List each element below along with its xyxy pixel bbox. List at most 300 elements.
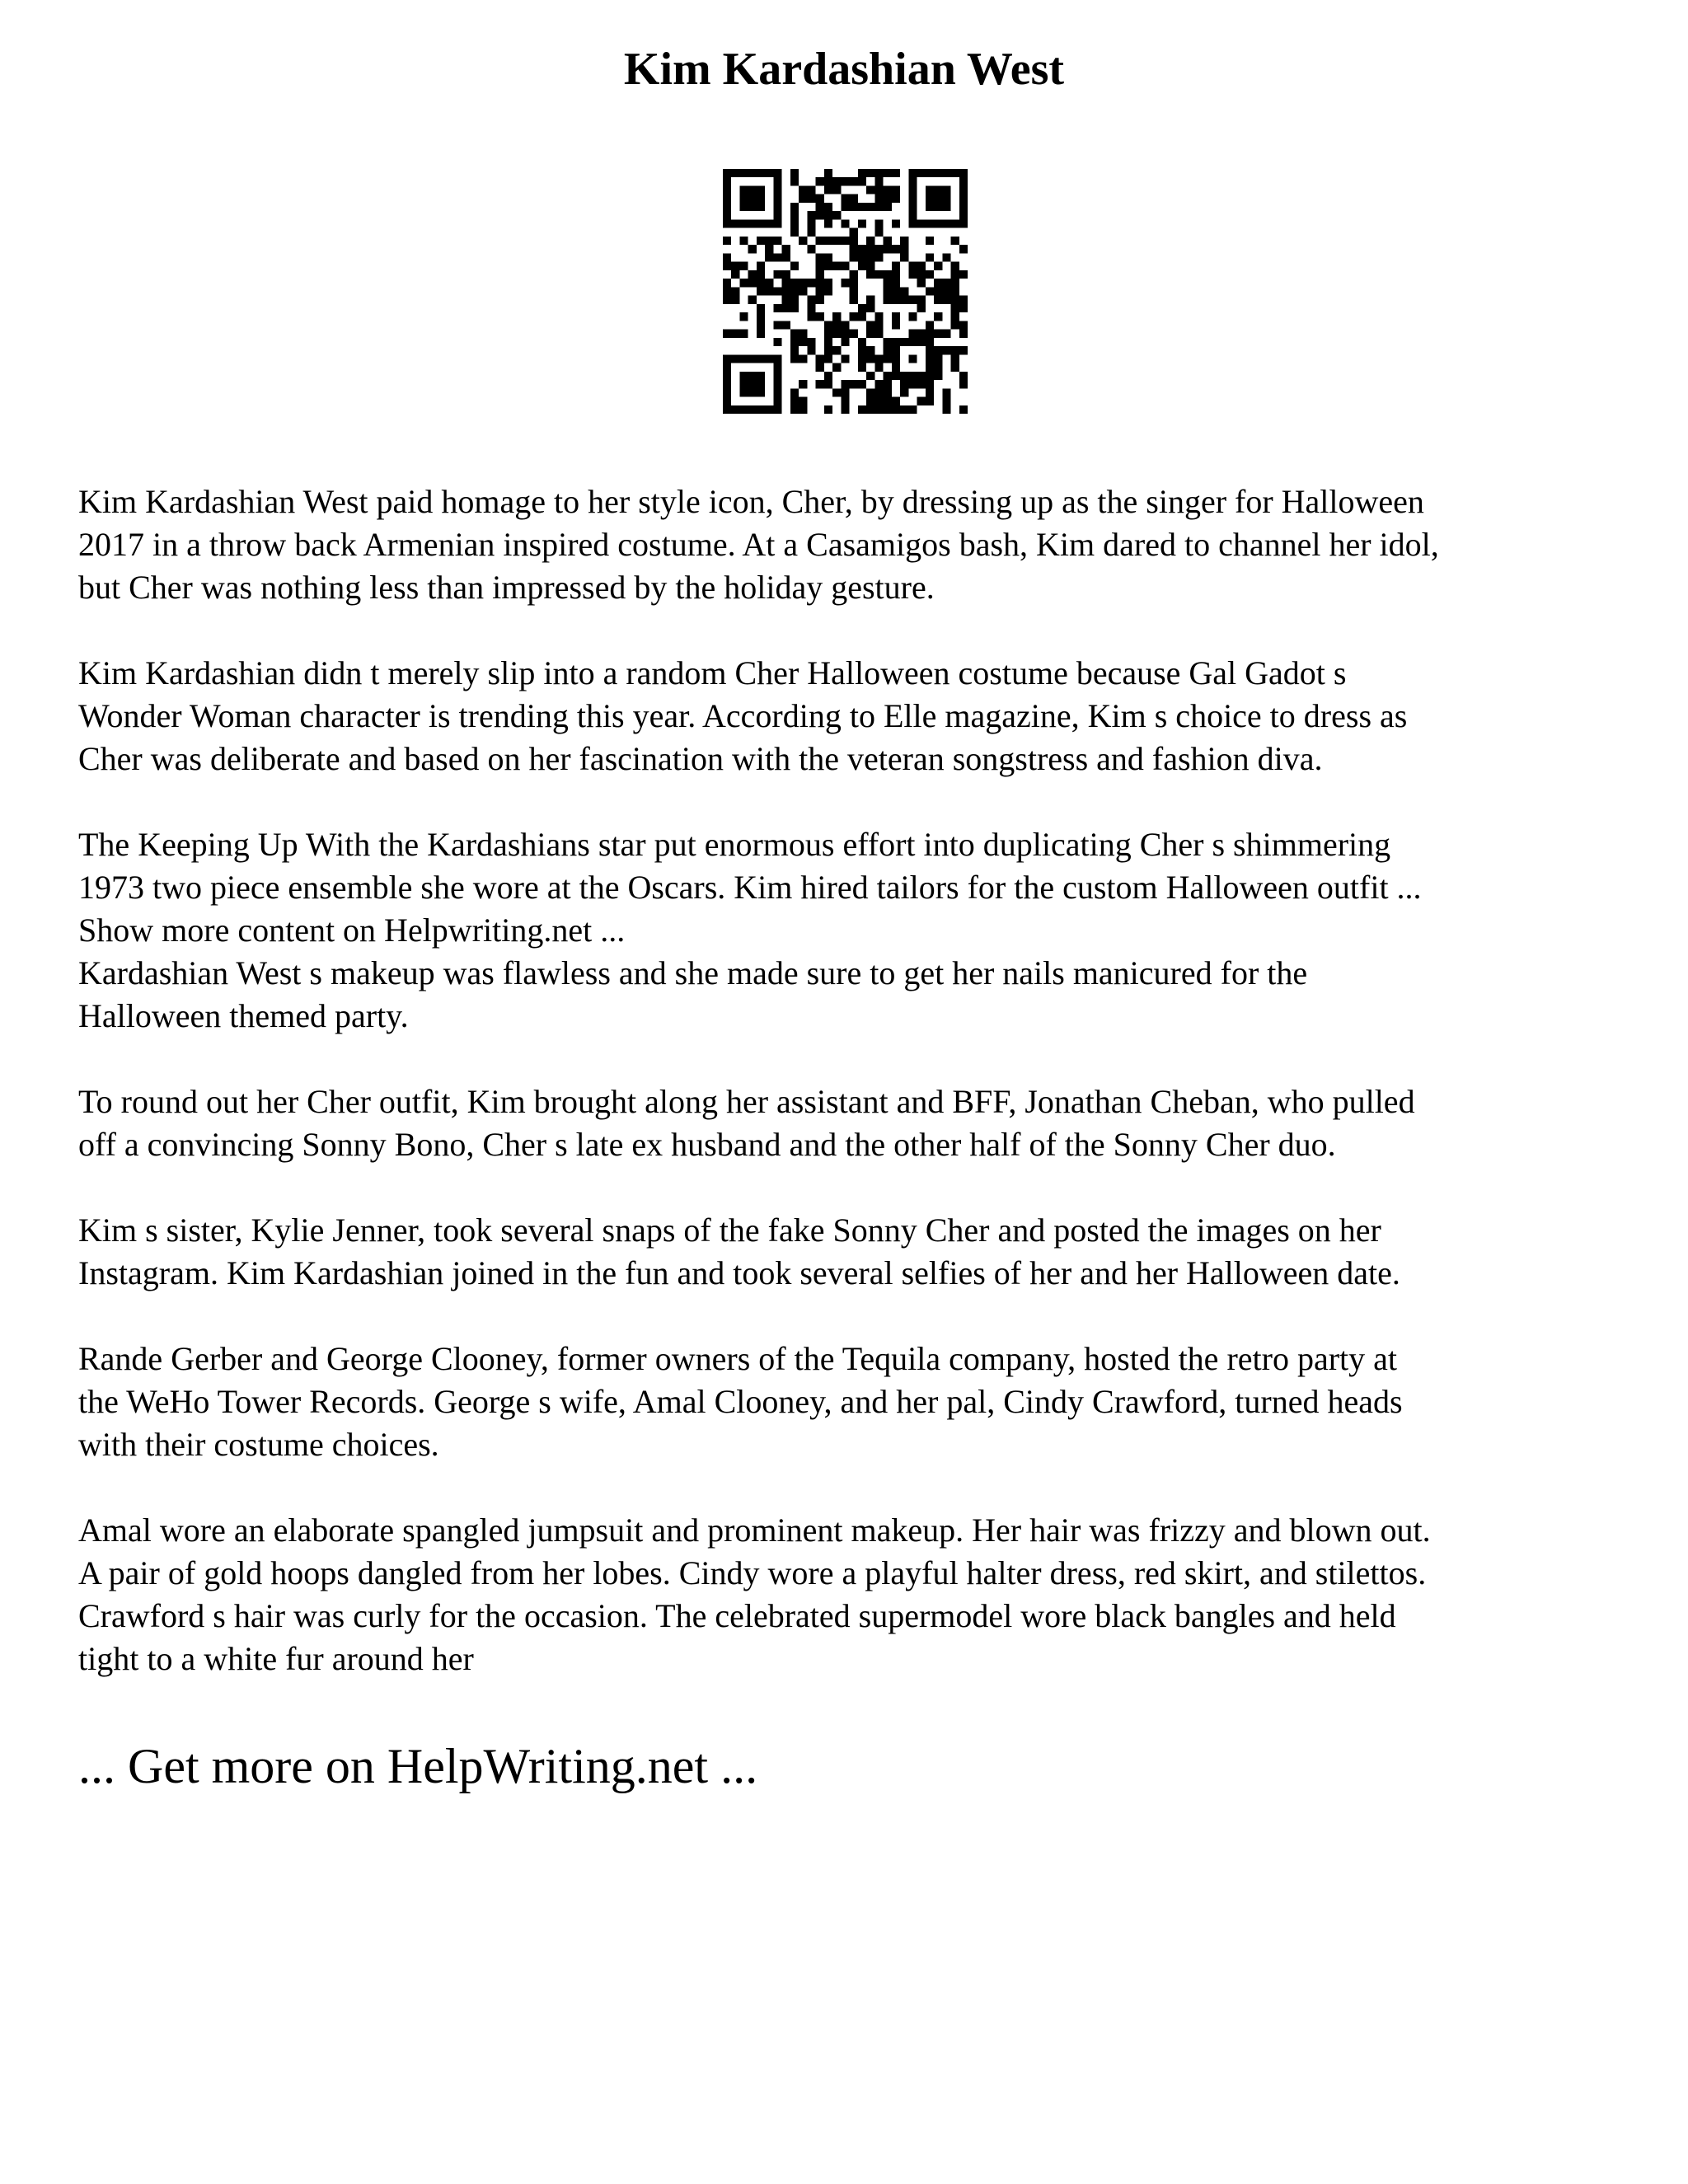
qr-module	[824, 169, 832, 177]
qr-module	[926, 321, 934, 329]
qr-module	[799, 185, 807, 194]
qr-module	[874, 312, 883, 321]
qr-module	[850, 194, 858, 203]
get-more-link[interactable]: ... Get more on HelpWriting.net ...	[78, 1739, 758, 1793]
qr-module	[816, 380, 824, 388]
qr-module	[959, 346, 968, 354]
qr-module	[757, 287, 765, 295]
qr-module	[866, 372, 874, 380]
qr-module	[866, 270, 874, 279]
qr-module	[757, 380, 765, 388]
paragraph-line: Halloween themed party.	[78, 997, 409, 1034]
qr-module	[959, 203, 968, 211]
qr-module	[884, 237, 892, 245]
qr-module	[773, 253, 781, 261]
paragraph-line: Cher was deliberate and based on her fascination with the veteran songstress and fashion diva.	[78, 740, 1323, 777]
qr-module	[951, 287, 959, 295]
qr-module	[917, 262, 926, 270]
qr-module	[874, 363, 883, 372]
qr-module	[942, 185, 950, 194]
qr-module	[816, 270, 824, 279]
qr-module	[790, 354, 799, 363]
qr-module	[926, 194, 934, 203]
qr-module	[773, 397, 781, 405]
qr-module	[824, 372, 832, 380]
qr-module	[739, 194, 748, 203]
qr-module	[926, 219, 934, 227]
qr-module	[790, 262, 799, 270]
qr-module	[790, 346, 799, 354]
qr-module	[799, 354, 807, 363]
qr-module	[832, 237, 841, 245]
qr-module	[934, 354, 942, 363]
qr-module	[850, 253, 858, 261]
qr-module	[908, 380, 917, 388]
qr-module	[807, 296, 815, 304]
qr-module	[850, 177, 858, 185]
paragraph-4	[78, 952, 1644, 1038]
qr-module	[892, 363, 900, 372]
qr-module	[832, 262, 841, 270]
qr-module	[900, 237, 908, 245]
qr-module	[739, 237, 748, 245]
qr-module	[892, 262, 900, 270]
qr-module	[884, 388, 892, 396]
page-title: Kim Kardashian West	[623, 44, 1065, 95]
qr-module	[951, 270, 959, 279]
qr-module	[832, 330, 841, 338]
qr-module	[892, 397, 900, 405]
qr-module	[824, 185, 832, 194]
qr-module	[926, 372, 934, 380]
qr-module	[892, 296, 900, 304]
qr-module	[917, 304, 926, 312]
qr-module	[841, 262, 849, 270]
paragraph-8	[78, 1509, 1644, 1680]
qr-module	[723, 296, 731, 304]
qr-module	[892, 372, 900, 380]
qr-module	[959, 380, 968, 388]
qr-module	[723, 194, 731, 203]
paragraph-line: off a convincing Sonny Bono, Cher s late ex husband and the other half of the Sonny Cher duo.	[78, 1126, 1336, 1163]
qr-module	[917, 338, 926, 346]
qr-module	[824, 211, 832, 219]
qr-module	[934, 363, 942, 372]
qr-module	[900, 405, 908, 414]
qr-module	[959, 270, 968, 279]
qr-module	[850, 380, 858, 388]
qr-module	[807, 185, 815, 194]
qr-module	[892, 219, 900, 227]
qr-module	[858, 346, 866, 354]
qr-module	[782, 253, 790, 261]
paragraph-line: Instagram. Kim Kardashian joined in the fun and took several selfies of her and her Halloween date.	[78, 1254, 1400, 1291]
qr-module	[934, 287, 942, 295]
qr-module	[723, 253, 731, 261]
qr-module	[816, 354, 824, 363]
qr-module	[723, 279, 731, 287]
qr-module	[773, 372, 781, 380]
qr-module	[951, 219, 959, 227]
qr-module	[748, 296, 757, 304]
qr-module	[900, 388, 908, 396]
qr-module	[824, 262, 832, 270]
qr-module	[934, 185, 942, 194]
qr-module	[959, 219, 968, 227]
qr-module	[816, 312, 824, 321]
qr-module	[832, 346, 841, 354]
qr-module	[858, 304, 866, 312]
qr-module	[782, 270, 790, 279]
paragraph-line: 2017 in a throw back Armenian inspired costume. At a Casamigos bash, Kim dared to channel her idol,	[78, 526, 1439, 563]
paragraph-line: 1973 two piece ensemble she wore at the Oscars. Kim hired tailors for the custom Halloween outfit ...	[78, 869, 1422, 906]
qr-module	[959, 304, 968, 312]
paragraph-line: the WeHo Tower Records. George s wife, Amal Clooney, and her pal, Cindy Crawford, turned heads	[78, 1383, 1403, 1420]
paragraph-line: A pair of gold hoops dangled from her lobes. Cindy wore a playful halter dress, red skirt, and stilettos.	[78, 1554, 1427, 1591]
qr-module	[858, 169, 866, 177]
qr-module	[874, 380, 883, 388]
qr-module	[926, 253, 934, 261]
qr-module	[934, 219, 942, 227]
qr-module	[934, 203, 942, 211]
qr-module	[926, 346, 934, 354]
qr-module	[892, 185, 900, 194]
qr-module	[951, 312, 959, 321]
qr-module	[942, 287, 950, 295]
qr-module	[942, 219, 950, 227]
qr-module	[942, 388, 950, 396]
qr-module	[782, 304, 790, 312]
qr-module	[917, 372, 926, 380]
qr-module	[884, 354, 892, 363]
paragraph-3	[78, 823, 1644, 952]
qr-module	[773, 321, 781, 329]
qr-module	[892, 312, 900, 321]
qr-module	[959, 177, 968, 185]
qr-module	[866, 346, 874, 354]
qr-module	[816, 253, 824, 261]
qr-module	[917, 169, 926, 177]
qr-module	[926, 185, 934, 194]
qr-module	[739, 203, 748, 211]
qr-module	[917, 296, 926, 304]
article-body	[78, 480, 1644, 1680]
qr-module	[858, 380, 866, 388]
qr-module	[874, 388, 883, 396]
qr-module	[908, 203, 917, 211]
qr-module	[858, 405, 866, 414]
qr-module	[917, 380, 926, 388]
qr-module	[739, 262, 748, 270]
qr-module	[959, 372, 968, 380]
qr-module	[841, 405, 849, 414]
qr-module	[942, 330, 950, 338]
qr-module	[874, 405, 883, 414]
qr-module	[908, 270, 917, 279]
qr-module	[951, 363, 959, 372]
qr-module	[942, 194, 950, 203]
qr-module	[790, 228, 799, 237]
qr-module	[926, 330, 934, 338]
qr-module	[807, 194, 815, 203]
qr-module	[723, 405, 731, 414]
qr-module	[942, 296, 950, 304]
qr-module	[841, 203, 849, 211]
qr-module	[807, 346, 815, 354]
qr-module	[757, 279, 765, 287]
qr-module	[765, 169, 773, 177]
qr-module	[934, 296, 942, 304]
qr-module	[723, 211, 731, 219]
paragraph-line: To round out her Cher outfit, Kim brought along her assistant and BFF, Jonathan Cheban, who pulled	[78, 1083, 1415, 1120]
qr-module	[773, 169, 781, 177]
qr-module	[723, 372, 731, 380]
qr-module	[748, 380, 757, 388]
qr-module	[959, 194, 968, 203]
qr-module	[765, 237, 773, 245]
qr-module	[908, 372, 917, 380]
qr-module	[858, 219, 866, 227]
qr-module	[900, 253, 908, 261]
qr-module	[866, 405, 874, 414]
qr-module	[908, 262, 917, 270]
qr-module	[824, 354, 832, 363]
qr-module	[900, 372, 908, 380]
qr-module	[841, 338, 849, 346]
qr-module	[799, 287, 807, 295]
qr-module	[874, 253, 883, 261]
qr-module	[790, 287, 799, 295]
qr-module	[832, 177, 841, 185]
qr-module	[799, 405, 807, 414]
qr-module	[841, 177, 849, 185]
qr-module	[892, 287, 900, 295]
qr-module	[934, 312, 942, 321]
qr-module	[739, 169, 748, 177]
qr-module	[892, 338, 900, 346]
qr-module	[824, 330, 832, 338]
qr-module	[892, 279, 900, 287]
qr-module	[723, 219, 731, 227]
qr-module	[757, 312, 765, 321]
qr-module	[959, 296, 968, 304]
qr-module	[816, 237, 824, 245]
qr-module	[748, 270, 757, 279]
qr-module	[739, 219, 748, 227]
qr-module	[757, 330, 765, 338]
qr-module	[874, 397, 883, 405]
qr-module	[926, 338, 934, 346]
qr-module	[884, 169, 892, 177]
qr-module	[832, 363, 841, 372]
qr-module	[959, 185, 968, 194]
qr-module	[908, 185, 917, 194]
qr-module	[773, 194, 781, 203]
qr-module	[748, 219, 757, 227]
qr-module	[926, 397, 934, 405]
qr-module	[790, 388, 799, 396]
qr-module	[841, 219, 849, 227]
qr-module	[874, 245, 883, 253]
qr-module	[816, 194, 824, 203]
qr-module	[807, 304, 815, 312]
qr-module	[892, 245, 900, 253]
qr-module	[731, 169, 739, 177]
qr-module	[773, 270, 781, 279]
qr-module	[739, 185, 748, 194]
qr-module	[748, 405, 757, 414]
qr-module	[731, 219, 739, 227]
qr-module	[959, 169, 968, 177]
qr-module	[850, 296, 858, 304]
qr-module	[884, 338, 892, 346]
qr-module	[926, 354, 934, 363]
qr-module	[799, 330, 807, 338]
paragraph-line: Wonder Woman character is trending this year. According to Elle magazine, Kim s choice to dress as	[78, 697, 1408, 734]
qr-module	[884, 287, 892, 295]
qr-module	[934, 346, 942, 354]
qr-module	[799, 338, 807, 346]
qr-module	[917, 270, 926, 279]
qr-module	[942, 397, 950, 405]
qr-module	[841, 388, 849, 396]
qr-module	[942, 279, 950, 287]
qr-module	[934, 194, 942, 203]
qr-module	[731, 330, 739, 338]
qr-module	[807, 312, 815, 321]
paragraph-line: The Keeping Up With the Kardashians star put enormous effort into duplicating Cher s shimmering	[78, 826, 1391, 863]
qr-module	[908, 169, 917, 177]
qr-module	[757, 270, 765, 279]
paragraph-line: Kim Kardashian didn t merely slip into a random Cher Halloween costume because Gal Gadot s	[78, 654, 1347, 691]
qr-module	[799, 380, 807, 388]
qr-module	[951, 279, 959, 287]
qr-module	[858, 203, 866, 211]
qr-module	[841, 380, 849, 388]
qr-module	[790, 397, 799, 405]
qr-module	[884, 397, 892, 405]
paragraph-7	[78, 1338, 1644, 1466]
qr-module	[951, 296, 959, 304]
qr-module	[748, 279, 757, 287]
qr-module	[816, 211, 824, 219]
qr-module	[832, 388, 841, 396]
qr-module	[832, 321, 841, 329]
qr-module	[790, 279, 799, 287]
qr-module	[739, 279, 748, 287]
qr-module	[900, 338, 908, 346]
qr-module	[858, 363, 866, 372]
qr-module	[757, 203, 765, 211]
qr-module	[884, 405, 892, 414]
paragraph-6	[78, 1209, 1644, 1295]
qr-module	[942, 405, 950, 414]
qr-module	[824, 177, 832, 185]
qr-module	[892, 346, 900, 354]
paragraph-line: Kim s sister, Kylie Jenner, took several snaps of the fake Sonny Cher and posted the images on her	[78, 1212, 1381, 1249]
qr-module	[884, 194, 892, 203]
qr-module	[757, 262, 765, 270]
qr-module	[824, 346, 832, 354]
qr-module	[748, 372, 757, 380]
qr-module	[858, 338, 866, 346]
qr-module	[757, 237, 765, 245]
qr-module	[757, 185, 765, 194]
qr-module	[959, 405, 968, 414]
qr-module	[850, 245, 858, 253]
qr-module	[884, 346, 892, 354]
qr-module	[850, 330, 858, 338]
qr-module	[824, 253, 832, 261]
qr-module	[731, 262, 739, 270]
qr-module	[866, 185, 874, 194]
qr-module	[874, 270, 883, 279]
qr-module	[892, 321, 900, 329]
qr-module	[739, 388, 748, 396]
qr-module	[816, 203, 824, 211]
qr-module	[723, 203, 731, 211]
qr-module	[773, 304, 781, 312]
qr-module	[884, 380, 892, 388]
show-more-link[interactable]: Show more content on Helpwriting.net ...	[78, 912, 626, 949]
qr-module	[900, 380, 908, 388]
qr-module	[850, 203, 858, 211]
qr-module	[884, 203, 892, 211]
qr-module	[807, 219, 815, 227]
qr-module	[908, 194, 917, 203]
qr-module	[900, 245, 908, 253]
qr-module	[926, 270, 934, 279]
qr-module	[739, 312, 748, 321]
qr-code-graphic	[723, 169, 968, 414]
qr-module	[757, 354, 765, 363]
qr-module	[959, 245, 968, 253]
qr-module	[748, 185, 757, 194]
qr-module	[757, 194, 765, 203]
qr-module	[757, 405, 765, 414]
qr-module	[908, 177, 917, 185]
qr-module	[824, 219, 832, 227]
qr-module	[765, 279, 773, 287]
qr-module	[866, 169, 874, 177]
qr-module	[892, 354, 900, 363]
qr-module	[773, 380, 781, 388]
qr-module	[731, 270, 739, 279]
qr-module	[757, 372, 765, 380]
qr-module	[790, 203, 799, 211]
qr-module	[807, 245, 815, 253]
paragraph-line: but Cher was nothing less than impressed by the holiday gesture.	[78, 569, 935, 606]
qr-module	[951, 354, 959, 363]
qr-module	[765, 219, 773, 227]
qr-module	[874, 219, 883, 227]
qr-module	[850, 270, 858, 279]
qr-module	[824, 203, 832, 211]
paragraph-line: Rande Gerber and George Clooney, former owners of the Tequila company, hosted the retro party at	[78, 1340, 1397, 1377]
qr-module	[884, 296, 892, 304]
qr-module	[850, 312, 858, 321]
qr-module	[908, 405, 917, 414]
qr-module	[874, 194, 883, 203]
qr-module	[908, 211, 917, 219]
qr-module	[782, 321, 790, 329]
qr-module	[926, 380, 934, 388]
qr-module	[799, 397, 807, 405]
qr-module	[866, 397, 874, 405]
qr-module	[731, 354, 739, 363]
qr-module	[866, 262, 874, 270]
qr-module	[816, 279, 824, 287]
